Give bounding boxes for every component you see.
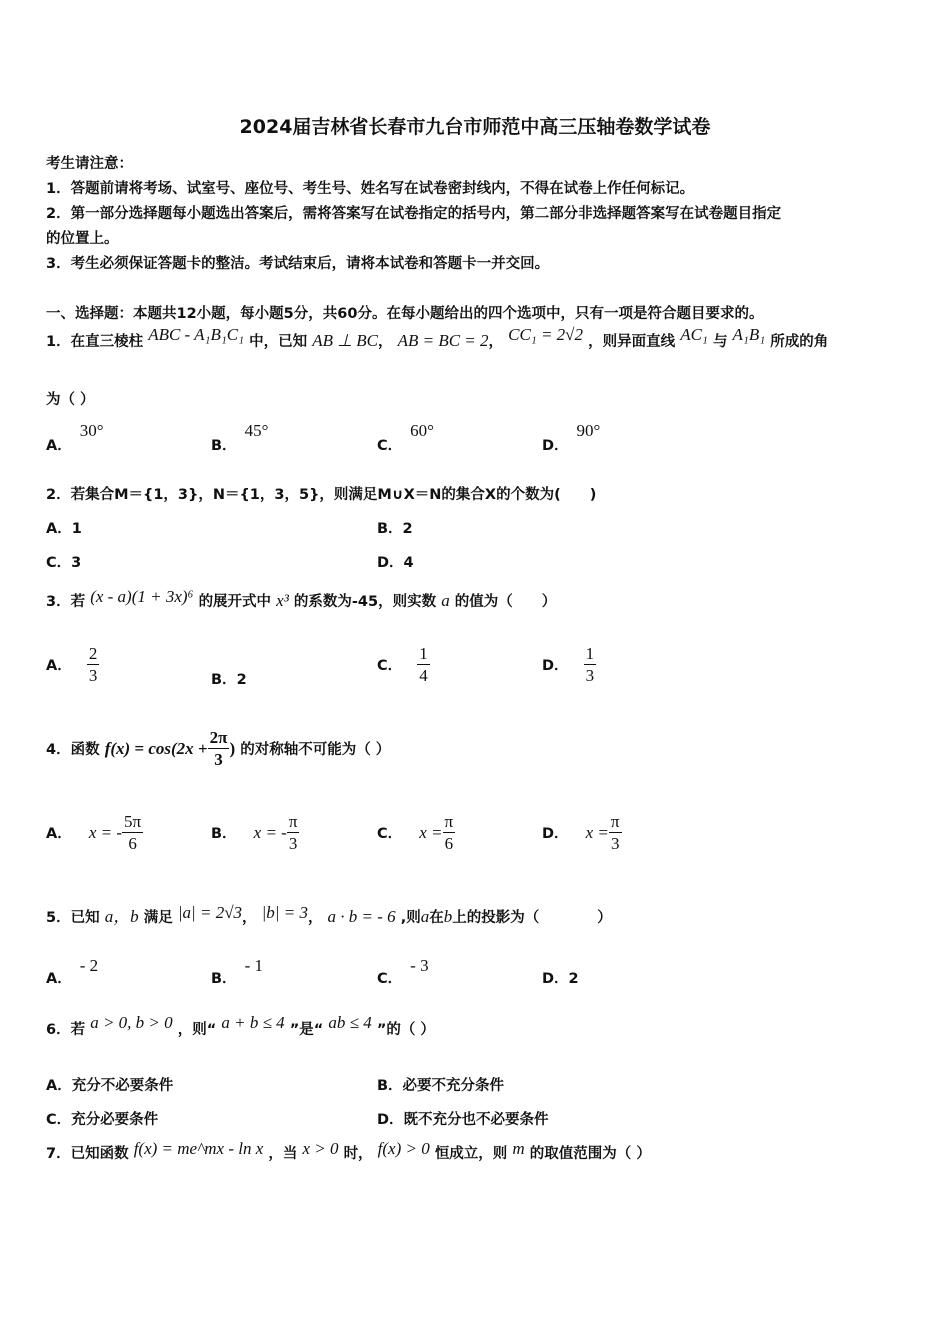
- option-c[interactable]: C．充分必要条件: [46, 1112, 159, 1128]
- question-7-stem: 7．已知函数 f(x) = me^mx - ln x ，当 x > 0 时， f(x) > 0 恒成立，则 m 的取值范围为（ ）: [46, 1139, 651, 1162]
- option-d[interactable]: D．90°: [542, 421, 601, 454]
- notice-heading: 考生请注意：: [46, 156, 133, 172]
- option-c[interactable]: C． x = $\frac{\pi}{6}$: [377, 812, 454, 853]
- question-1-stem-cont: 为（ ）: [46, 392, 95, 408]
- option-a[interactable]: A．- 2: [46, 956, 99, 987]
- question-4-stem: 4．函数 f(x) = cos(2x + $\frac{2\pi}{3}$ ) 的对称轴不可能为（ ）: [46, 728, 391, 769]
- option-d[interactable]: D．既不充分也不必要条件: [377, 1112, 549, 1128]
- option-d[interactable]: D．4: [377, 555, 414, 571]
- option-d[interactable]: D． x = $\frac{\pi}{3}$: [542, 812, 620, 853]
- question-3-stem: 3．若 (x - a)(1 + 3x)⁶ 的展开式中 x³ 的系数为-45，则实数 a 的值为（ ）: [46, 587, 557, 610]
- option-a[interactable]: A． $\frac{2}{3}$: [46, 644, 98, 685]
- option-b[interactable]: B．- 1: [211, 956, 263, 987]
- option-b[interactable]: B． x = - $\frac{\pi}{3}$: [211, 812, 298, 853]
- option-b[interactable]: B．必要不充分条件: [377, 1078, 505, 1094]
- option-a[interactable]: A．30°: [46, 421, 104, 454]
- option-b[interactable]: B．2: [377, 521, 413, 537]
- option-a[interactable]: A． x = - $\frac{5\pi}{6}$: [46, 812, 142, 853]
- notice-item: 1．答题前请将考场、试室号、座位号、考生号、姓名写在试卷密封线内，不得在试卷上作任何标记。: [46, 181, 695, 197]
- option-a[interactable]: A．1: [46, 521, 82, 537]
- question-5-stem: 5．已知 a，b 满足 |a| = 2√3， |b| = 3， a · b = - 6 ,则a在b上的投影为（ ）: [46, 903, 612, 926]
- question-2-stem: 2．若集合M＝{1，3}，N＝{1，3，5}，则满足M∪X＝N的集合X的个数为( ): [46, 487, 597, 503]
- notice-item: 3．考生必须保证答题卡的整洁。考试结束后，请将本试卷和答题卡一并交回。: [46, 256, 550, 272]
- option-c[interactable]: C．3: [46, 555, 82, 571]
- section-heading: 一、选择题：本题共12小题，每小题5分，共60分。在每小题给出的四个选项中，只有一项是符合题目要求的。: [46, 306, 764, 322]
- notice-item: 的位置上。: [46, 231, 119, 247]
- notice-item: 2．第一部分选择题每小题选出答案后，需将答案写在试卷指定的括号内，第二部分非选择题答案写在试卷题目指定: [46, 206, 782, 222]
- option-c[interactable]: C． $\frac{1}{4}$: [377, 644, 428, 685]
- option-d[interactable]: D． $\frac{1}{3}$: [542, 644, 595, 685]
- option-c[interactable]: C．60°: [377, 421, 434, 454]
- page-title: 2024届吉林省长春市九台市师范中高三压轴卷数学试卷: [239, 116, 711, 138]
- option-b[interactable]: B．45°: [211, 421, 269, 454]
- option-d[interactable]: D．2: [542, 971, 579, 987]
- option-b[interactable]: B．2: [211, 672, 247, 688]
- option-a[interactable]: A．充分不必要条件: [46, 1078, 174, 1094]
- question-6-stem: 6．若 a > 0, b > 0 ，则“ a + b ≤ 4 ”是“ ab ≤ 4 ”的（ ）: [46, 1013, 435, 1038]
- option-c[interactable]: C．- 3: [377, 956, 429, 987]
- question-1-stem: 1．在直三棱柱 ABC - A₁B₁C₁ 中，已知 AB ⊥ BC， AB = BC = 2， CC₁ = 2√2 ，则异面直线 AC₁ 与 A₁B₁ 所成的角: [46, 325, 829, 350]
